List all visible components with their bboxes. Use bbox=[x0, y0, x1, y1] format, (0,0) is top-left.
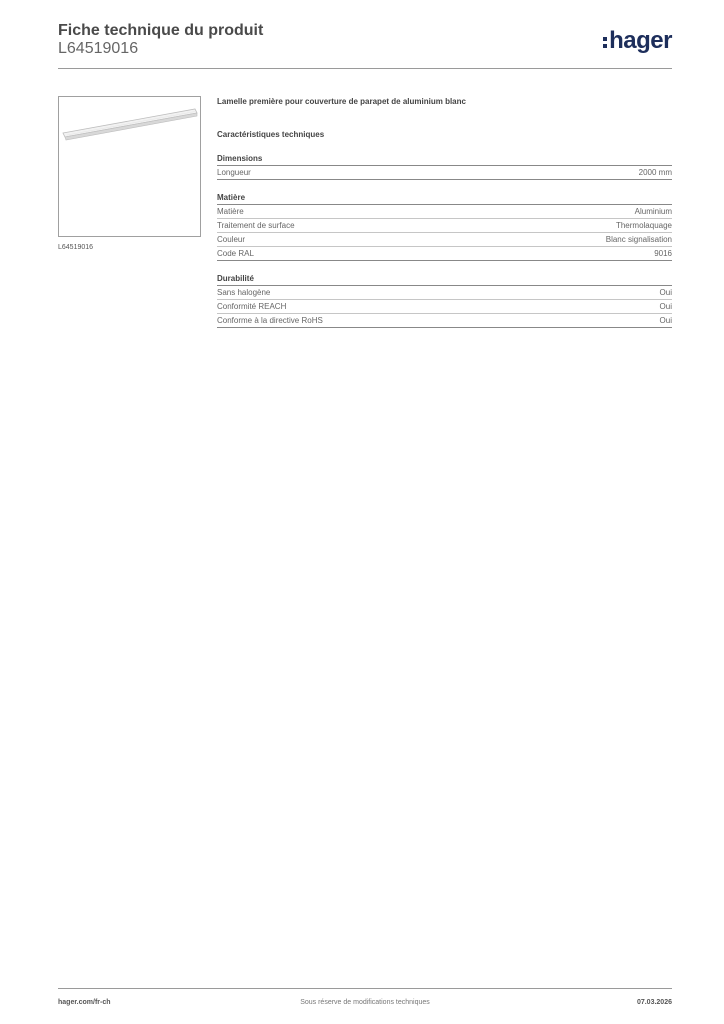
hager-logo bbox=[603, 27, 672, 55]
spec-label: Conformité REACH bbox=[217, 302, 287, 311]
product-reference: L64519016 bbox=[58, 40, 139, 57]
group-title: Matière bbox=[217, 192, 672, 205]
spec-row bbox=[217, 286, 672, 300]
spec-label: Conforme à la directive RoHS bbox=[217, 316, 323, 325]
logo-text: hager bbox=[609, 27, 672, 54]
spec-value: Blanc signalisation bbox=[605, 235, 672, 244]
spec-row bbox=[217, 247, 672, 261]
page-footer bbox=[58, 988, 672, 1013]
logo-dots-icon bbox=[603, 37, 607, 48]
image-caption: L64519016 bbox=[58, 244, 94, 251]
product-description: Lamelle première pour couverture de parapet de aluminium blanc bbox=[217, 97, 466, 106]
spec-value: Oui bbox=[659, 316, 672, 325]
footer-notice: Sous réserve de modifications techniques bbox=[300, 999, 430, 1006]
spec-row bbox=[217, 166, 672, 180]
spec-group-material bbox=[217, 192, 672, 261]
website-link[interactable]: hager.com/fr-ch bbox=[58, 999, 111, 1006]
group-title: Durabilité bbox=[217, 273, 672, 286]
spec-row bbox=[217, 205, 672, 219]
spec-value: 2000 mm bbox=[638, 168, 672, 177]
spec-label: Code RAL bbox=[217, 249, 254, 258]
spec-value: Aluminium bbox=[634, 207, 672, 216]
group-title: Dimensions bbox=[217, 153, 672, 166]
spec-group-durability bbox=[217, 273, 672, 328]
spec-label: Traitement de surface bbox=[217, 221, 295, 230]
spec-row bbox=[217, 314, 672, 328]
spec-label: Couleur bbox=[217, 235, 246, 244]
spec-row bbox=[217, 300, 672, 314]
product-details bbox=[217, 96, 672, 328]
spec-value: Thermolaquage bbox=[615, 221, 672, 230]
spec-group-dimensions bbox=[217, 153, 672, 180]
page-header bbox=[58, 22, 672, 69]
footer-date: 07.03.2026 bbox=[636, 999, 672, 1006]
spec-row bbox=[217, 233, 672, 247]
spec-value: Oui bbox=[659, 302, 672, 311]
spec-label: Sans halogène bbox=[217, 288, 271, 297]
spec-row bbox=[217, 219, 672, 233]
spec-label: Matière bbox=[217, 207, 244, 216]
aluminium-strip-image bbox=[59, 97, 200, 236]
product-image bbox=[58, 96, 201, 237]
spec-value: Oui bbox=[659, 288, 672, 297]
spec-label: Longueur bbox=[217, 168, 251, 177]
section-title: Caractéristiques techniques bbox=[217, 130, 325, 139]
page-title: Fiche technique du produit bbox=[58, 22, 264, 39]
spec-value: 9016 bbox=[654, 249, 672, 258]
